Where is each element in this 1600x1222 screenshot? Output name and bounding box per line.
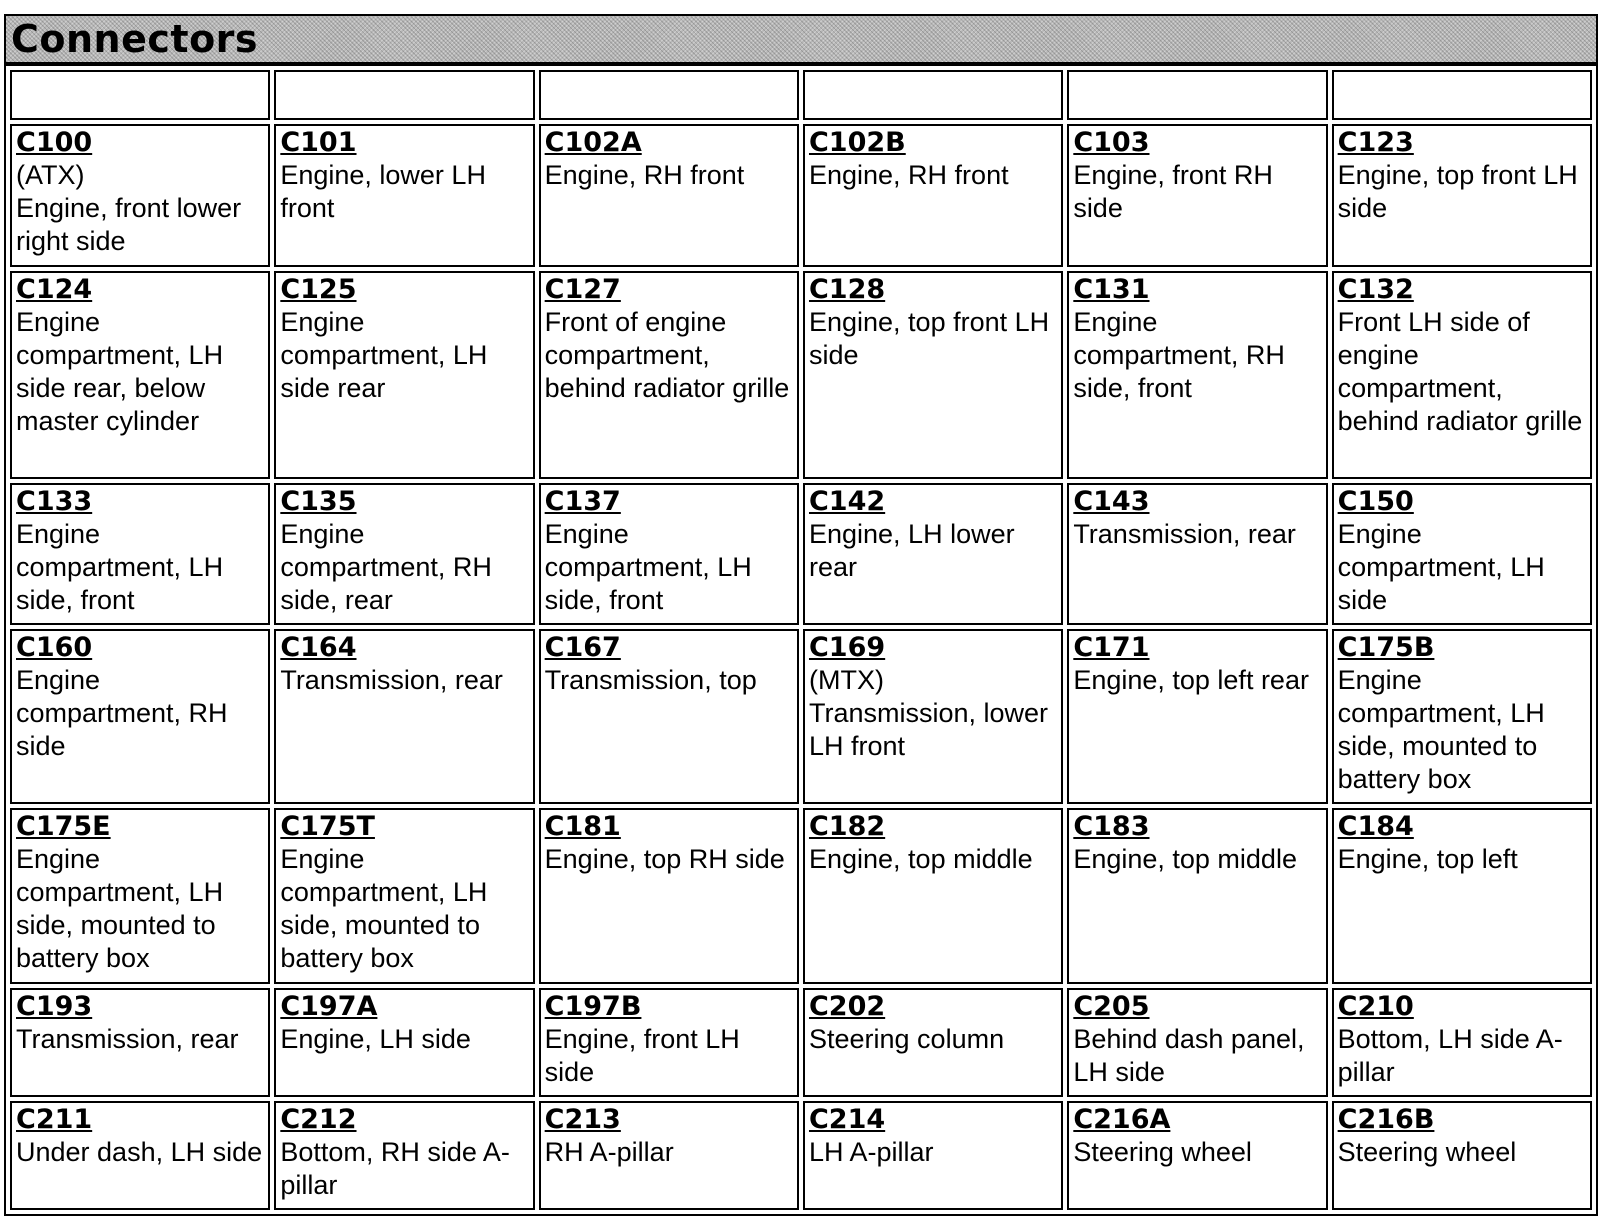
table-row [10, 124, 1592, 267]
connector-location: Engine, LH side [280, 1024, 471, 1054]
connector-location: Transmission, rear [1073, 519, 1296, 549]
connector-location: Engine compartment, LH side, mounted to battery box [16, 844, 224, 973]
connector-location: Bottom, RH side A-pillar [280, 1137, 510, 1200]
connector-cell [1332, 988, 1592, 1097]
connector-cell [1067, 988, 1327, 1097]
connector-id-link[interactable]: C123 [1337, 127, 1414, 158]
connector-location: (MTX) Transmission, lower LH front [808, 665, 1049, 761]
connector-location: Engine compartment, LH side rear, below master cylinder [16, 307, 224, 436]
connector-cell [274, 483, 534, 625]
connector-id-link[interactable]: C167 [544, 632, 621, 663]
table-row [10, 271, 1592, 479]
page-title: Connectors [11, 17, 259, 61]
connector-cell [803, 808, 1063, 984]
connector-id-link[interactable]: C175B [1337, 632, 1435, 663]
connector-cell [539, 1101, 799, 1210]
connector-id-link[interactable]: C102A [544, 127, 642, 158]
connector-cell [274, 271, 534, 479]
connector-cell [10, 271, 270, 479]
connector-id-link[interactable]: C160 [16, 632, 93, 663]
connector-location: Engine, front RH side [1073, 160, 1273, 223]
section-header [4, 14, 1598, 64]
table-row [10, 988, 1592, 1097]
header-cell [803, 70, 1063, 120]
connector-id-link[interactable]: C100 [16, 127, 93, 158]
connector-id-link[interactable]: C175E [16, 811, 111, 842]
header-cell [1332, 70, 1592, 120]
connector-id-link[interactable]: C133 [16, 486, 93, 517]
connector-id-link[interactable]: C131 [1073, 274, 1150, 305]
table-row [10, 808, 1592, 984]
connector-id-link[interactable]: C125 [280, 274, 357, 305]
connector-cell [10, 988, 270, 1097]
connector-cell [1067, 124, 1327, 267]
connector-cell [539, 483, 799, 625]
connector-id-link[interactable]: C210 [1337, 991, 1414, 1022]
connector-id-link[interactable]: C143 [1073, 486, 1150, 517]
connector-id-link[interactable]: C197A [280, 991, 378, 1022]
connector-cell [1332, 1101, 1592, 1210]
connector-cell [274, 124, 534, 267]
connector-id-link[interactable]: C205 [1073, 991, 1150, 1022]
connector-cell [1067, 483, 1327, 625]
connector-location: Engine compartment, LH side, front [544, 519, 752, 615]
header-cell [1067, 70, 1327, 120]
connector-cell [539, 271, 799, 479]
table-row [10, 1101, 1592, 1210]
connector-id-link[interactable]: C213 [544, 1104, 621, 1135]
connector-location: Transmission, rear [16, 1024, 239, 1054]
connector-id-link[interactable]: C183 [1073, 811, 1150, 842]
connector-id-link[interactable]: C184 [1337, 811, 1414, 842]
connector-cell [1332, 808, 1592, 984]
connector-cell [10, 124, 270, 267]
connector-location: Steering column [808, 1024, 1005, 1054]
connector-cell [10, 808, 270, 984]
connector-location: Engine, top front LH side [808, 307, 1050, 370]
connector-cell [539, 808, 799, 984]
connector-location: Engine compartment, RH side, rear [280, 519, 492, 615]
connector-cell [10, 629, 270, 804]
connector-cell [803, 988, 1063, 1097]
connector-location: Engine, RH front [544, 160, 745, 190]
connector-id-link[interactable]: C202 [808, 991, 886, 1022]
connector-cell [1332, 124, 1592, 267]
connector-cell [274, 1101, 534, 1210]
connector-id-link[interactable]: C171 [1073, 632, 1150, 663]
connector-id-link[interactable]: C169 [808, 632, 886, 663]
connector-cell [1067, 629, 1327, 804]
connector-id-link[interactable]: C212 [280, 1104, 357, 1135]
table-row [10, 629, 1592, 804]
connector-cell [803, 124, 1063, 267]
table-row [10, 483, 1592, 625]
connector-location: RH A-pillar [544, 1137, 674, 1167]
connector-location: Engine, top front LH side [1337, 160, 1578, 223]
connector-id-link[interactable]: C214 [808, 1104, 886, 1135]
connector-cell [539, 988, 799, 1097]
connector-location: Engine, top left [1337, 844, 1518, 874]
connector-cell [803, 1101, 1063, 1210]
connector-location: Steering wheel [1073, 1137, 1252, 1167]
connector-id-link[interactable]: C182 [808, 811, 886, 842]
connector-cell [274, 629, 534, 804]
connector-cell [1067, 1101, 1327, 1210]
connector-location: Engine, top left rear [1073, 665, 1309, 695]
connector-id-link[interactable]: C164 [280, 632, 357, 663]
connector-cell [803, 271, 1063, 479]
connector-location: Bottom, LH side A-pillar [1337, 1024, 1563, 1087]
connector-location: Engine compartment, LH side [1337, 519, 1545, 615]
connector-location: Engine compartment, RH side, front [1073, 307, 1285, 403]
connector-cell [1067, 808, 1327, 984]
connector-cell [803, 629, 1063, 804]
connector-cell [1332, 271, 1592, 479]
connector-id-link[interactable]: C216B [1337, 1104, 1435, 1135]
connector-id-link[interactable]: C142 [808, 486, 886, 517]
header-cell [539, 70, 799, 120]
connector-cell [274, 808, 534, 984]
connector-location: Engine, LH lower rear [808, 519, 1015, 582]
connector-cell [1332, 483, 1592, 625]
connector-location: Engine, front LH side [544, 1024, 740, 1087]
connector-location: Engine compartment, RH side [16, 665, 228, 761]
connector-cell [803, 483, 1063, 625]
connector-cell [539, 124, 799, 267]
connector-location: Transmission, rear [280, 665, 503, 695]
connector-id-link[interactable]: C101 [280, 127, 357, 158]
connector-id-link[interactable]: C197B [544, 991, 642, 1022]
connector-location: LH A-pillar [808, 1137, 934, 1167]
connector-cell [10, 1101, 270, 1210]
connector-location: Engine, RH front [808, 160, 1009, 190]
connector-id-link[interactable]: C127 [544, 274, 621, 305]
connector-location: Steering wheel [1337, 1137, 1517, 1167]
connector-location: Engine, lower LH front [280, 160, 486, 223]
connector-id-link[interactable]: C150 [1337, 486, 1414, 517]
connector-location: Engine, top middle [808, 844, 1033, 874]
connector-id-link[interactable]: C103 [1073, 127, 1150, 158]
connector-id-link[interactable]: C193 [16, 991, 93, 1022]
connector-id-link[interactable]: C124 [16, 274, 93, 305]
connector-id-link[interactable]: C128 [808, 274, 886, 305]
table-header-row [10, 70, 1592, 120]
connector-location: Engine compartment, LH side, mounted to battery box [1337, 665, 1545, 794]
connector-id-link[interactable]: C137 [544, 486, 621, 517]
connector-location: Engine compartment, LH side, front [16, 519, 224, 615]
connector-id-link[interactable]: C175T [280, 811, 375, 842]
connector-cell [539, 629, 799, 804]
connector-location: Behind dash panel, LH side [1073, 1024, 1305, 1087]
connector-location: Engine, top middle [1073, 844, 1297, 874]
connectors-table [4, 64, 1598, 1216]
connector-location: Front LH side of engine compartment, behind radiator grille [1337, 307, 1583, 436]
connector-id-link[interactable]: C211 [16, 1104, 93, 1135]
connector-location: Under dash, LH side [16, 1137, 263, 1167]
connector-location: Engine compartment, LH side, mounted to battery box [280, 844, 488, 973]
connector-id-link[interactable]: C102B [808, 127, 906, 158]
connectors-table-body [10, 70, 1592, 1210]
connector-location: Engine, top RH side [544, 844, 785, 874]
connector-location: Transmission, top [544, 665, 757, 695]
header-cell [10, 70, 270, 120]
header-cell [274, 70, 534, 120]
connectors-page [4, 14, 1598, 1216]
connector-location: Engine compartment, LH side rear [280, 307, 488, 403]
connector-cell [274, 988, 534, 1097]
connector-location: Front of engine compartment, behind radiator grille [544, 307, 790, 403]
connector-id-link[interactable]: C132 [1337, 274, 1414, 305]
connector-location: (ATX) Engine, front lower right side [16, 160, 242, 256]
connector-id-link[interactable]: C216A [1073, 1104, 1171, 1135]
connector-id-link[interactable]: C135 [280, 486, 357, 517]
connector-cell [1332, 629, 1592, 804]
connector-id-link[interactable]: C181 [544, 811, 621, 842]
connector-cell [10, 483, 270, 625]
connector-cell [1067, 271, 1327, 479]
